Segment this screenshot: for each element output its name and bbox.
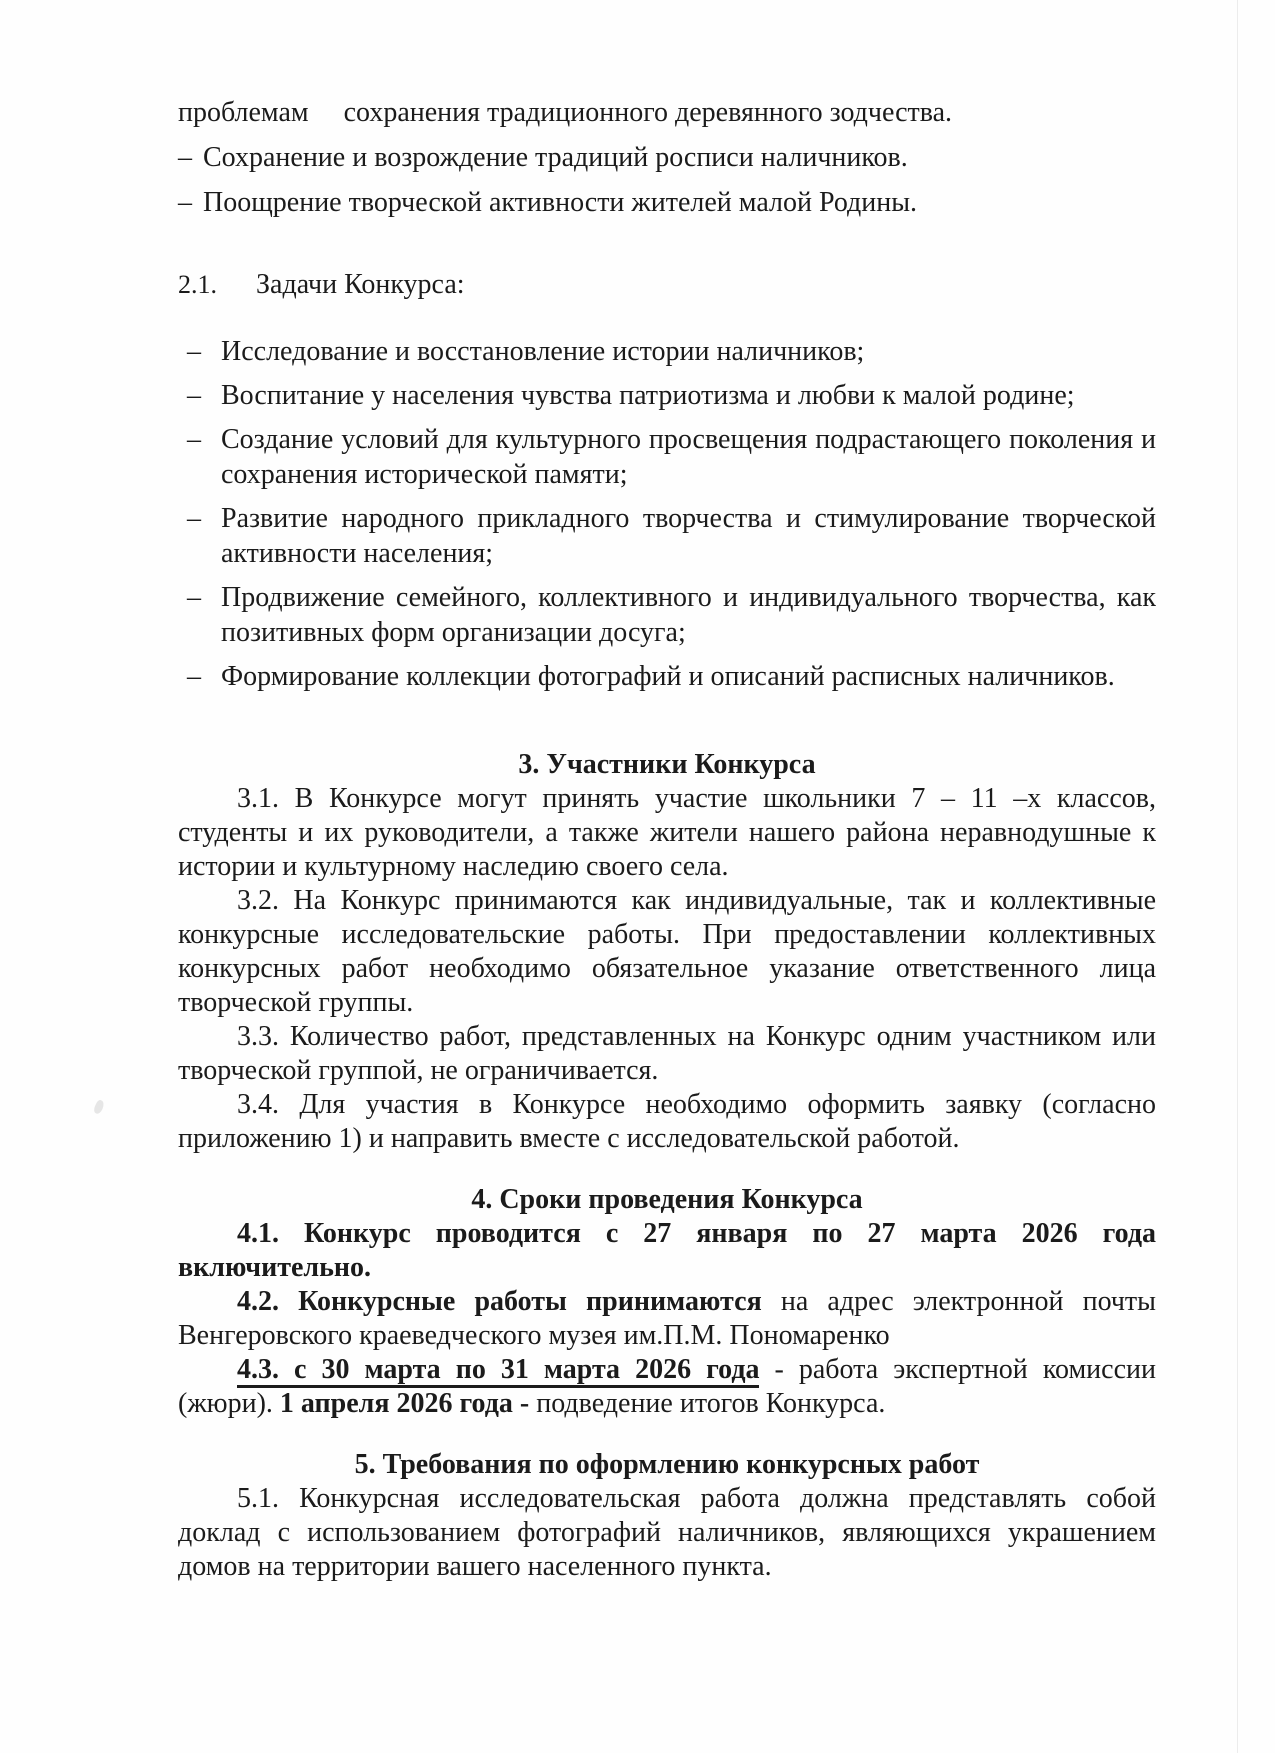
paragraph-4-3-tail: подведение итогов Конкурса.: [536, 1388, 886, 1419]
paragraph-3-1: 3.1. В Конкурсе могут принять участие школьники 7 – 11 –х классов, студенты и их руководители, а также жители нашего района неравнодушные к истории и культурному наследию своего села.: [178, 783, 1156, 882]
scan-edge-artifact: [1237, 0, 1238, 1753]
dash-marker: –: [178, 142, 192, 173]
paragraph-4-2-bold-lead: 4.2. Конкурсные работы принимаются: [237, 1286, 762, 1317]
paragraph-4-3-underlined-date: 4.3. с 30 марта по 31 марта 2026 года: [237, 1354, 759, 1388]
scan-smudge-artifact: [92, 1099, 105, 1115]
paragraph-4-3-mid: - работа экспертной комиссии (жюри).: [178, 1354, 1156, 1419]
tasks-heading: [178, 267, 1156, 302]
list-item-text: Исследование и восстановление истории наличников;: [221, 336, 865, 367]
paragraph-4-2-rest: на адрес электронной почты Венгеровского краеведческого музея им.П.М. Пономаренко: [178, 1286, 1156, 1351]
list-item: [178, 378, 1156, 413]
list-item-text: Продвижение семейного, коллективного и индивидуального творчества, как позитивных форм организации досуга;: [221, 582, 1156, 648]
dash-marker: –: [187, 424, 201, 455]
list-item: [178, 334, 1156, 369]
list-item-text: Формирование коллекции фотографий и описаний расписных наличников.: [221, 661, 1115, 692]
list-item-text: Сохранение и возрождение традиций росписи наличников.: [203, 142, 908, 173]
paragraph-3-2: 3.2. На Конкурс принимаются как индивидуальные, так и коллективные конкурсные исследовательские работы. При предоставлении коллективных конкурсных работ необходимо обязательное указание ответственного лица творческой группы.: [178, 885, 1156, 1018]
tasks-number: 2.1.: [178, 270, 217, 299]
list-item: [178, 501, 1156, 571]
tasks-list: [178, 334, 1156, 694]
dash-marker: –: [187, 661, 201, 692]
paragraph-4-2: [178, 1285, 1156, 1353]
list-item-text: Воспитание у населения чувства патриотизма и любви к малой родине;: [221, 380, 1075, 411]
list-item-text: Поощрение творческой активности жителей малой Родины.: [203, 187, 918, 218]
section-heading-dates: 4. Сроки проведения Конкурса: [471, 1184, 863, 1215]
dash-marker: –: [178, 187, 192, 218]
section-heading-requirements: 5. Требования по оформлению конкурсных работ: [354, 1449, 980, 1480]
list-item: [178, 422, 1156, 492]
paragraph-4-1: 4.1. Конкурс проводится с 27 января по 27 марта 2026 года включительно.: [178, 1218, 1156, 1283]
list-item: [178, 185, 1156, 220]
dash-marker: –: [187, 380, 201, 411]
dash-marker: –: [187, 336, 201, 367]
paragraph-4-3: [178, 1353, 1156, 1421]
dash-marker: –: [187, 582, 201, 613]
paragraph-4-3-bold-date: 1 апреля 2026 года -: [279, 1388, 537, 1419]
list-item: [178, 659, 1156, 694]
dash-marker: –: [187, 503, 201, 534]
list-item-text: Развитие народного прикладного творчества и стимулирование творческой активности населения;: [221, 503, 1156, 569]
list-item: [178, 580, 1156, 650]
list-item: [178, 140, 1156, 175]
section-heading-participants: 3. Участники Конкурса: [518, 749, 816, 780]
paragraph-3-3: 3.3. Количество работ, представленных на Конкурс одним участником или творческой группой, не ограничивается.: [178, 1021, 1156, 1086]
tasks-title: Задачи Конкурса:: [256, 269, 465, 300]
document-content: [178, 0, 1156, 1584]
paragraph-continuation: проблемам сохранения традиционного деревянного зодчества.: [178, 97, 953, 128]
paragraph-5-1: 5.1. Конкурсная исследовательская работа должна представлять собой доклад с использованием фотографий наличников, являющихся украшением домов на территории вашего населенного пункта.: [178, 1483, 1156, 1582]
paragraph-3-4: 3.4. Для участия в Конкурсе необходимо оформить заявку (согласно приложению 1) и направить вместе с исследовательской работой.: [178, 1089, 1156, 1154]
list-item-text: Создание условий для культурного просвещения подрастающего поколения и сохранения исторической памяти;: [221, 424, 1156, 490]
